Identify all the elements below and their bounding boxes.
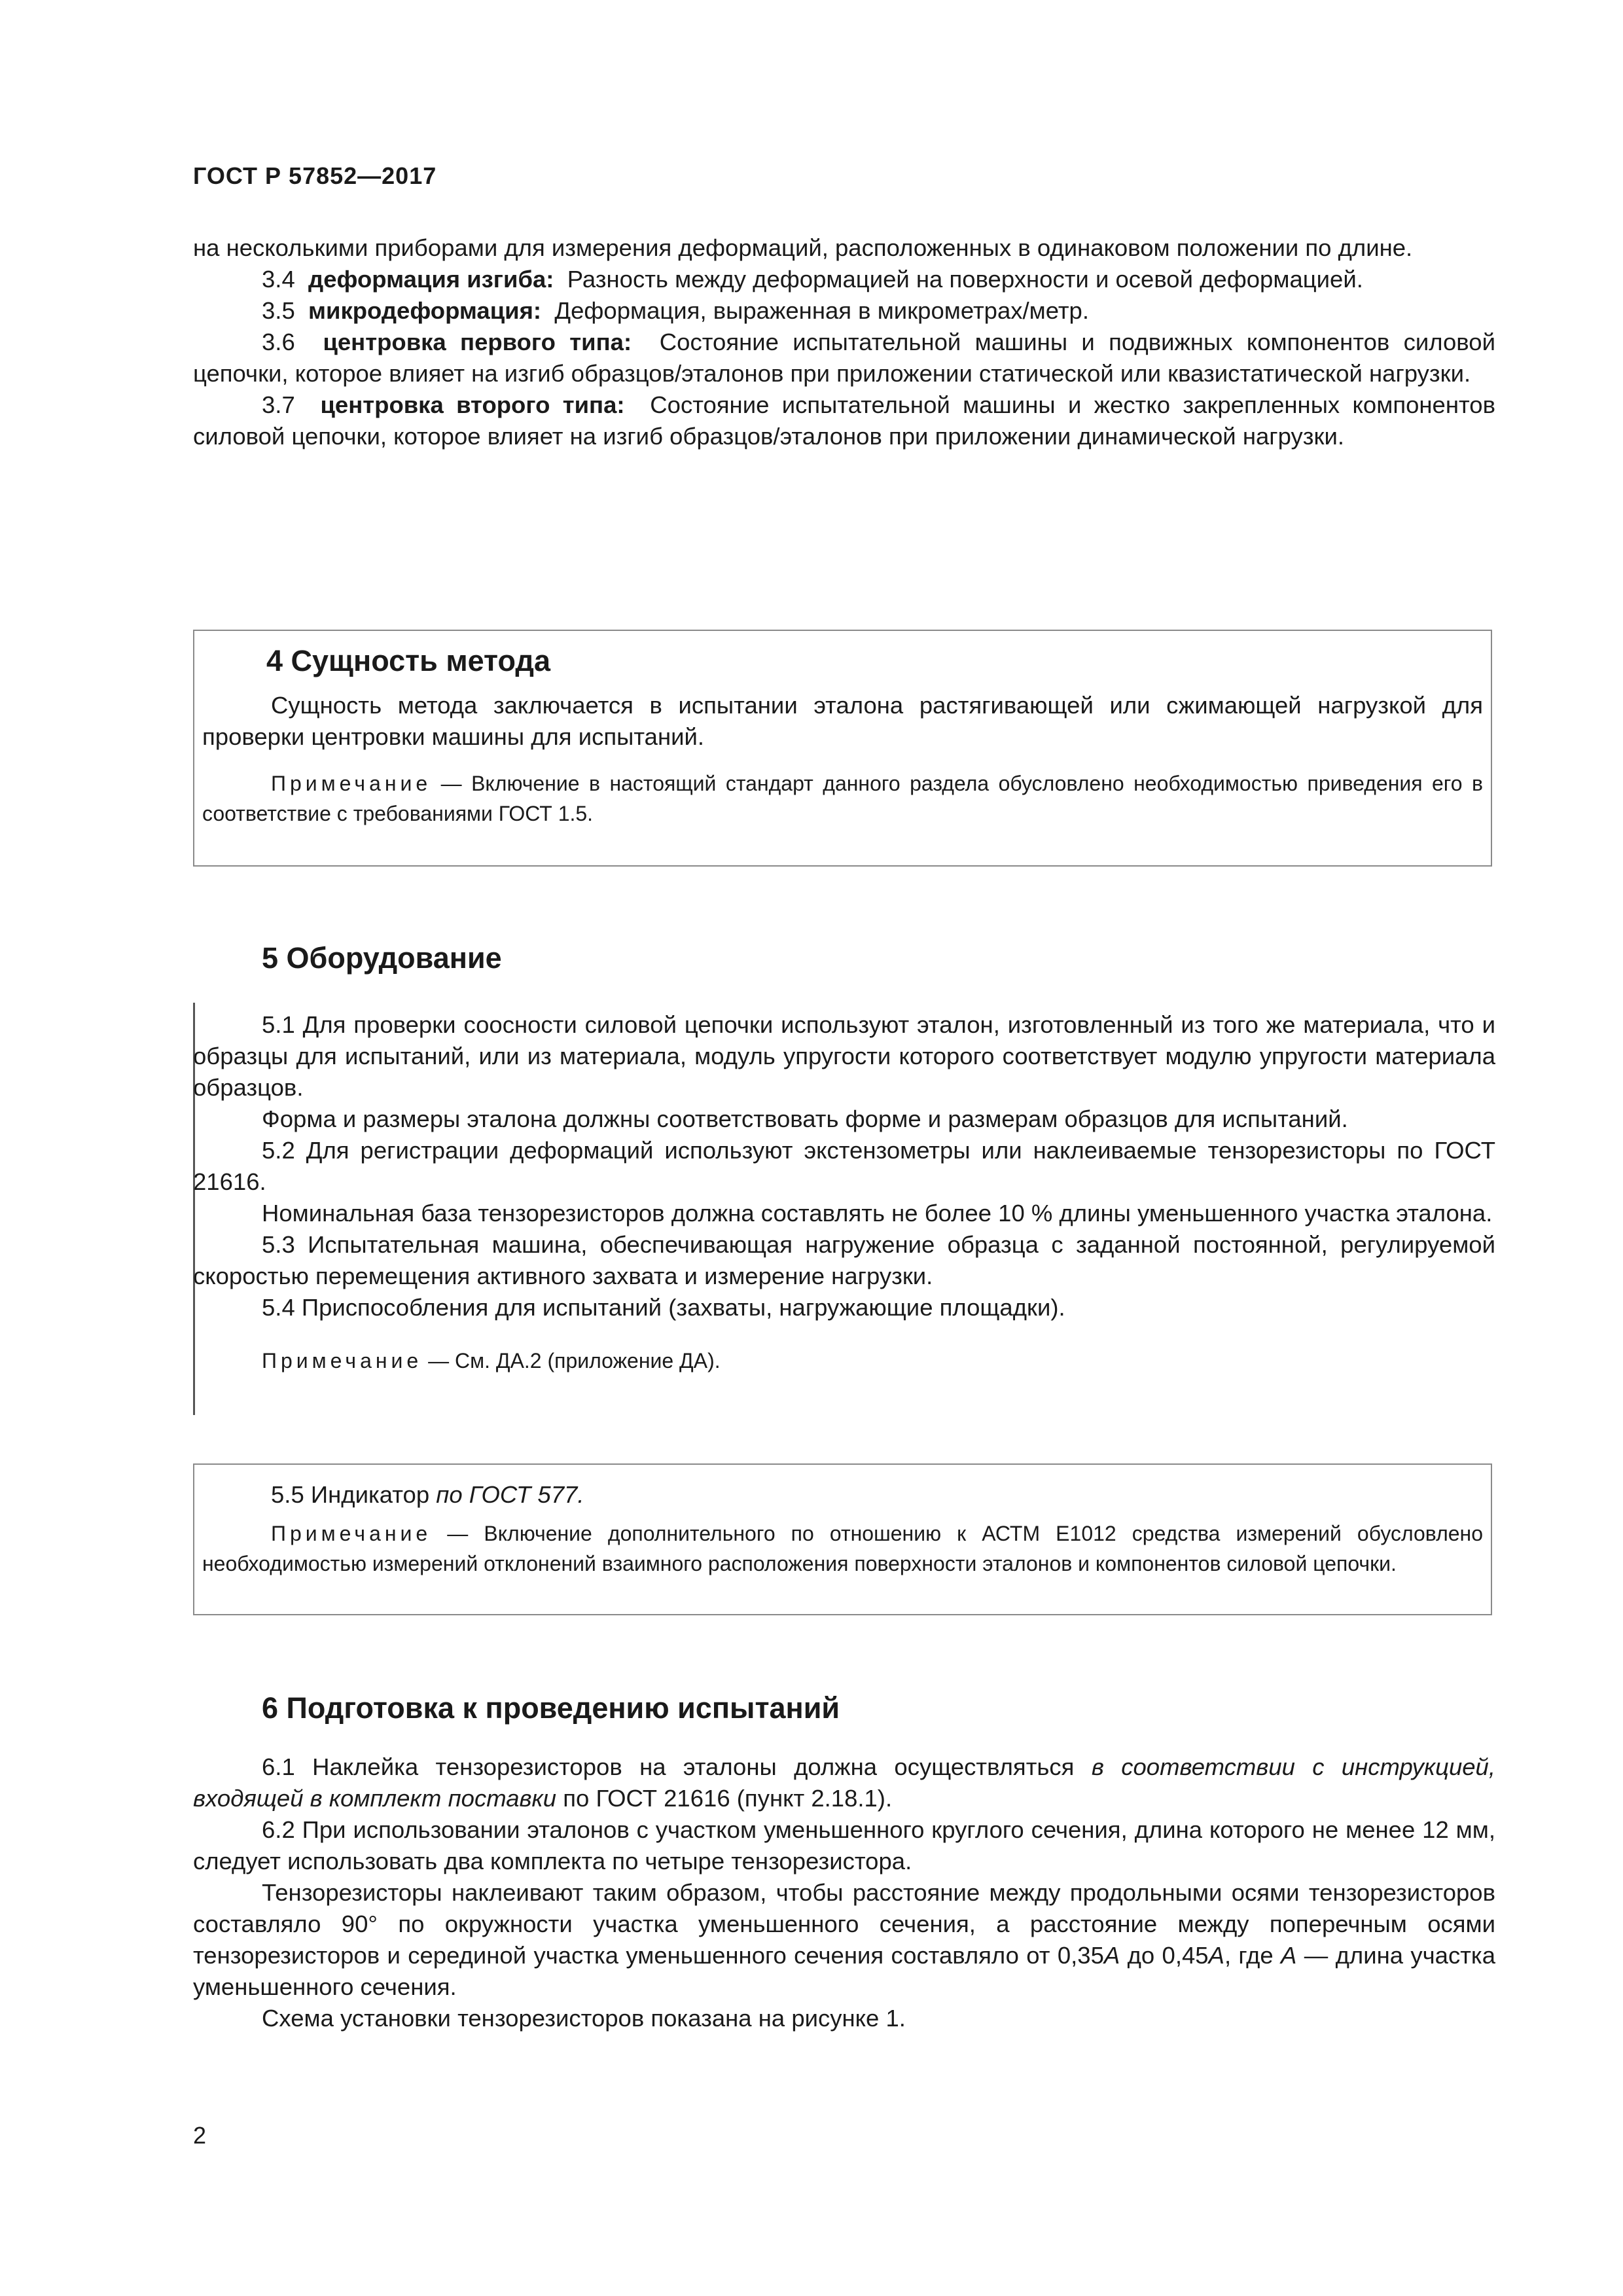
section-4-body: Сущность метода заключается в испытании эталона растягивающей или сжимающей нагрузкой для проверки центровки машины для испытаний. [202, 692, 1483, 750]
definition-3-4 [193, 264, 1495, 295]
definition-term: центровка первого типа: [323, 329, 632, 355]
page-number: 2 [193, 2122, 207, 2149]
variable-a: А [1281, 1942, 1297, 1969]
paragraph-5-5-note [202, 1518, 1483, 1579]
paragraph-5-5 [202, 1479, 1483, 1511]
paragraph-6-2-placement [193, 1877, 1495, 2003]
placement-text-b: до 0,45 [1120, 1942, 1209, 1969]
placement-text-c: , где [1224, 1942, 1281, 1969]
definition-term: микродеформация: [308, 297, 542, 324]
paragraph-6-2-figure-ref: Схема установки тензорезисторов показана на рисунке 1. [262, 2005, 906, 2032]
section-4-box [193, 630, 1492, 867]
paragraph-5-4: 5.4 Приспособления для испытаний (захваты, нагружающие площадки). [262, 1294, 1065, 1321]
paragraph-6-1 [193, 1751, 1495, 1814]
paragraph-6-2: 6.2 При использовании эталонов с участком уменьшенного круглого сечения, длина которого не менее 12 мм, следует использовать два комплекта по четыре тензорезистора. [193, 1816, 1495, 1874]
note-label: Примечание [271, 772, 432, 795]
section-5-note [193, 1346, 1495, 1376]
definition-number: 3.5 [262, 297, 295, 324]
paragraph-6-1-lead: 6.1 Наклейка тензорезисторов на эталоны должна осуществляться [262, 1753, 1092, 1780]
definition-3-6 [193, 327, 1495, 389]
section-5-heading-wrap [193, 940, 1495, 977]
definition-term: центровка второго типа: [320, 391, 625, 418]
continuation-paragraph: на несколькими приборами для измерения деформаций, расположенных в одинаковом положении по длине. [193, 234, 1413, 261]
paragraph-5-5-lead: 5.5 Индикатор [271, 1481, 437, 1508]
paragraph-5-2-base: Номинальная база тензорезисторов должна составлять не более 10 % длины уменьшенного участка эталона. [262, 1200, 1493, 1227]
section-6-heading: 6 Подготовка к проведению испытаний [262, 1691, 840, 1725]
definition-number: 3.6 [262, 329, 295, 355]
note-label: Примечание [262, 1349, 423, 1372]
paragraph-5-5-box [193, 1463, 1492, 1615]
paragraph-5-1-shape: Форма и размеры эталона должны соответствовать форме и размерам образцов для испытаний. [262, 1105, 1348, 1132]
placement-text-a: Тензорезисторы наклеивают таким образом, чтобы расстояние между продольными осями тензорезисторов составляло 90° по окружности участка уменьшенного сечения, а расстояние между поперечным осями тензорезисторов и серединой участка уменьшенного сечения составляло от 0,35 [193, 1879, 1495, 1969]
definition-text: Деформация, выраженная в микрометрах/метр. [554, 297, 1089, 324]
section-5-body [193, 1009, 1495, 1376]
note-text: — Включение дополнительного по отношению к АСТМ Е1012 средства измерений обусловлено необходимостью измерений отклонений взаимного расположения поверхности эталонов и компонентов силовой цепочки. [202, 1522, 1483, 1575]
section-4-note [202, 768, 1483, 829]
section-5-heading: 5 Оборудование [262, 941, 502, 975]
note-text: — Включение в настоящий стандарт данного раздела обусловлено необходимостью приведения его в соответствие с требованиями ГОСТ 1.5. [202, 772, 1484, 825]
paragraph-5-2: 5.2 Для регистрации деформаций используют экстензометры или наклеиваемые тензорезисторы по ГОСТ 21616. [193, 1137, 1495, 1195]
paragraph-6-1-italic: в соответствии с инструкцией, входящей в комплект поставки [193, 1753, 1495, 1812]
paragraph-5-1: 5.1 Для проверки соосности силовой цепочки используют эталон, изготовленный из того же материала, что и образцы для испытаний, или из материала, модуль упругости которого соответствует модулю упругости материала образцов. [193, 1011, 1495, 1101]
definition-number: 3.4 [262, 266, 295, 293]
note-label: Примечание [271, 1522, 432, 1545]
placement-text-d: — длина участка уменьшенного сечения. [193, 1942, 1495, 2000]
paragraph-5-3: 5.3 Испытательная машина, обеспечивающая нагружение образца с заданной постоянной, регулируемой скоростью перемещения активного захвата и измерение нагрузки. [193, 1231, 1495, 1289]
note-text: — См. ДА.2 (приложение ДА). [428, 1349, 721, 1372]
definition-text: Состояние испытательной машины и подвижных компонентов силовой цепочки, которое влияет на изгиб образцов/эталонов при приложении статической или квазистатической нагрузки. [193, 329, 1495, 387]
section-6 [193, 1690, 1495, 2034]
definition-text: Состояние испытательной машины и жестко закрепленных компонентов силовой цепочки, которое влияет на изгиб образцов/эталонов при приложении динамической нагрузки. [193, 391, 1495, 450]
definitions-block [193, 232, 1495, 452]
document-header: ГОСТ Р 57852—2017 [193, 162, 437, 189]
section-4-heading: 4 Сущность метода [266, 644, 550, 677]
definition-term: деформация изгиба: [308, 266, 554, 293]
paragraph-6-1-tail: по ГОСТ 21616 (пункт 2.18.1). [556, 1785, 893, 1812]
variable-a: А [1208, 1942, 1224, 1969]
definition-text: Разность между деформацией на поверхности и осевой деформацией. [567, 266, 1363, 293]
variable-a: А [1103, 1942, 1120, 1969]
definition-3-5 [193, 295, 1495, 327]
definition-3-7 [193, 389, 1495, 452]
definition-number: 3.7 [262, 391, 295, 418]
paragraph-5-5-reference: по ГОСТ 577. [436, 1481, 584, 1508]
